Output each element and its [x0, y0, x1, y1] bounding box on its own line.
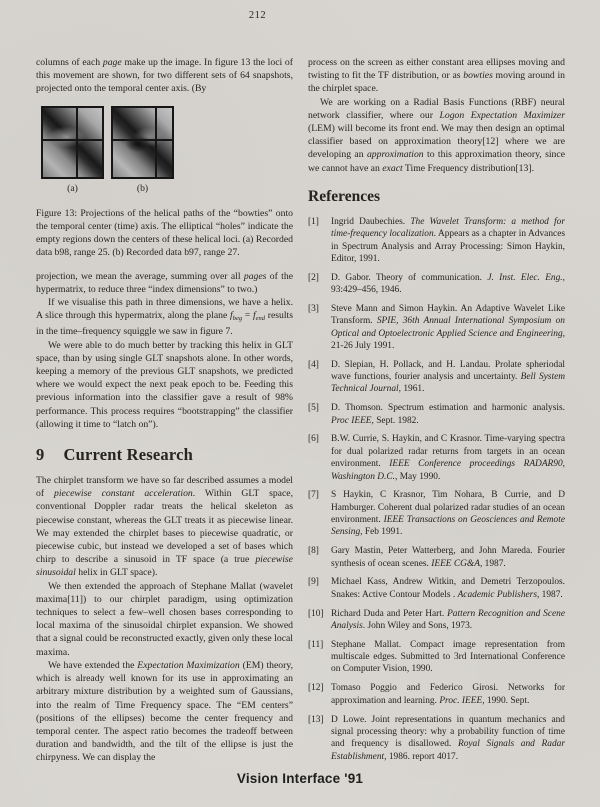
section-title: Current Research — [63, 445, 193, 465]
reference-item — [308, 489, 565, 538]
reference-number: [7] — [308, 490, 319, 501]
reference-number: [4] — [308, 359, 319, 370]
reference-text: Richard Duda and Peter Hart. Pattern Recognition and Scene Analysis. John Wiley and Sons, 1973. — [331, 608, 565, 631]
figure-13a-label: (a) — [67, 182, 78, 194]
reference-number: [10] — [308, 608, 324, 619]
reference-number: [3] — [308, 303, 319, 314]
reference-item — [308, 576, 565, 601]
figure-13a — [41, 106, 104, 194]
figure-13b — [111, 106, 174, 194]
page-number: 212 — [248, 10, 267, 21]
body-paragraph: We then extended the approach of Stephane Mallat (wavelet maxima[11]) to our chirplet paradigm, using optimization techniques to select a few–well chosen bases corresponding to local maxima of the sinusoidal chirplet expansion. We showed that a signal could be reconstructed exactly, given only these local maxima. — [36, 580, 293, 658]
right-column — [308, 56, 565, 769]
body-paragraph: If we visualise this path in three dimensions, we have a helix. A slice through this hypermatrix, along the plane $f_{beg} = f_{end}$ results in the time–frequency squiggle we saw in figure 7. — [36, 297, 294, 338]
body-paragraph: We have extended the Expectation Maximization (EM) theory, which is already well known for its use in approximating an arbitrary mixture distribution by a weighted sum of Gaussians, into the realm of Time Frequency space. The “EM centers” (positions of the ellipses) become the center frequency and temporal center. The aspect ratio becomes the tradeoff between duration and bandwidth, and the tilt of the ellipse is just the chirpyness. We can display the — [36, 659, 294, 764]
reference-text: D. Thomson. Spectrum estimation and harmonic analysis. Proc IEEE, Sept. 1982. — [331, 403, 565, 426]
reference-text: Stephane Mallat. Compact image representation from multiscale edges. Submitted to 3rd International Conference on Computer Vision, 1990. — [331, 639, 565, 675]
reference-item — [308, 714, 565, 763]
reference-text: Gary Mastin, Peter Watterberg, and John Mareda. Fourier synthesis of ocean scenes. IEEE CG&A, 1987. — [331, 546, 565, 569]
reference-number: [6] — [308, 434, 319, 445]
figure-13-images — [41, 106, 293, 194]
footer-conference-title: Vision Interface '91 — [236, 771, 364, 786]
references-list — [308, 216, 565, 763]
body-paragraph: process on the screen as either constant area ellipses moving and twisting to fit the TF distribution, or as bowties moving around in the chirplet space. — [308, 57, 566, 95]
reference-text: S Haykin, C Krasnor, Tim Nohara, B Currie, and D Hamburger. Coherent dual polarized radar studies of an ocean environment. IEEE Transactions on Geosciences and Remote Sensing, Feb 1991. — [331, 490, 566, 538]
reference-text: D. Slepian, H. Pollack, and H. Landau. Prolate spheriodal wave functions, fourier analysis and uncertainty. Bell System Technical Journal, 1961. — [331, 359, 565, 395]
reference-number: [8] — [308, 546, 319, 557]
reference-item — [308, 545, 565, 570]
reference-item — [308, 608, 565, 633]
reference-text: D. Gabor. Theory of communication. J. Inst. Elec. Eng., 93:429–456, 1946. — [331, 272, 565, 296]
reference-item — [308, 216, 565, 265]
reference-item — [308, 433, 565, 482]
references-heading: References — [308, 187, 381, 205]
body-paragraph: We are working on a Radial Basis Functions (RBF) neural network classifier, where our Logon Expectation Maximizer (LEM) will become its front end. We may then design an optimal classifier based on approximation theory[12] where we are developing an approximation to this approximation theory, since we cannot have an exact Time Frequency distribution[13]. — [308, 96, 565, 174]
grid-line-vertical — [155, 108, 157, 177]
section-9-heading — [36, 445, 293, 465]
reference-item — [308, 402, 565, 427]
reference-number: [2] — [308, 272, 319, 283]
body-paragraph: projection, we mean the average, summing over all pages of the hypermatrix, to reduce three “index dimensions” to two.) — [36, 270, 293, 295]
figure-13b-label: (b) — [136, 182, 149, 194]
figure-13 — [36, 106, 293, 259]
reference-number: [9] — [308, 577, 319, 588]
grid-line-vertical — [76, 108, 78, 177]
reference-text: B.W. Currie, S. Haykin, and C Krasnor. Time-varying spectra for dual polarized radar returns from targets in an ocean environment. IEEE Conference proceedings RADAR90, Washington D.C., May 1990. — [331, 434, 565, 482]
reference-text: Tomaso Poggio and Federico Girosi. Networks for approximation and learning. Proc. IEEE, 1990. Sept. — [331, 683, 565, 706]
section-number: 9 — [36, 445, 45, 465]
reference-number: [13] — [308, 714, 324, 725]
body-paragraph: columns of each page make up the image. In figure 13 the loci of this movement are shown, for two different sets of 64 snapshots, projected onto the temporal center axis. (By — [36, 57, 293, 95]
reference-item — [308, 682, 565, 707]
grid-line-horizontal — [43, 139, 102, 141]
grid-line-horizontal — [113, 139, 172, 141]
left-column — [36, 56, 293, 769]
reference-number: [12] — [308, 683, 324, 694]
reference-item — [308, 303, 565, 352]
reference-number: [1] — [308, 216, 319, 227]
reference-item — [308, 639, 565, 676]
reference-text: D Lowe. Joint representations in quantum mechanics and signal processing theory: why a probability function of time and frequency is disallowed. Royal Signals and Radar Establishment, 1986. report 4017. — [331, 714, 565, 762]
figure-13b-image — [111, 106, 174, 179]
figure-13a-image — [41, 106, 104, 179]
body-paragraph: The chirplet transform we have so far described assumes a model of piecewise constant acceleration. Within GLT space, conventional Doppler radar treats the helical skeleton as piecewise constant, whereas the GLT treats it as piecewise linear. We may extended the chirplet bases to piecewise quadratic, or piecewise cubic, but instead we developed a set of bases which chirp to describe a sinusoid in TF space (a true piecewise sinusoidal helix in GLT space). — [36, 475, 294, 579]
reference-number: [5] — [308, 403, 319, 414]
reference-text: Steve Mann and Simon Haykin. An Adaptive Wavelet Like Transform. SPIE, 36th Annual International Symposium on Optical and Optoelectronic Applied Science and Engineering, 21-26 July 1991. — [331, 303, 565, 351]
reference-text: Ingrid Daubechies. The Wavelet Transform: a method for time-frequency localization. Appears as a chapter in Advances in Spectrum Analysis and Array Processing: Simon Haykin, Editor, 1991. — [331, 216, 566, 264]
body-paragraph: We were able to do much better by tracking this helix in GLT space, than by using single GLT snapshots alone. In other words, keeping a memory of the previous GLT snapshots, we predicted where we would expect the next peak epoch to be. Feeding this previous information into the classifier gave a result of 98% performance. This process requires “bootstrapping” the classifier (allowing it time to “latch on”). — [36, 339, 293, 430]
reference-item — [308, 272, 565, 297]
two-column-layout — [36, 56, 565, 769]
reference-text: Michael Kass, Andrew Witkin, and Demetri Terzopoulos. Snakes: Active Contour Models . Academic Publishers, 1987. — [331, 577, 565, 600]
reference-item — [308, 359, 565, 396]
reference-number: [11] — [308, 639, 324, 650]
figure-13-caption: Figure 13: Projections of the helical paths of the “bowties” onto the temporal center (time) axis. The elliptical “holes” indicate the empty regions down the centers of these helical loci. (a) Recorded data b98, range 25. (b) Recorded data b97, range 27. — [36, 207, 293, 258]
